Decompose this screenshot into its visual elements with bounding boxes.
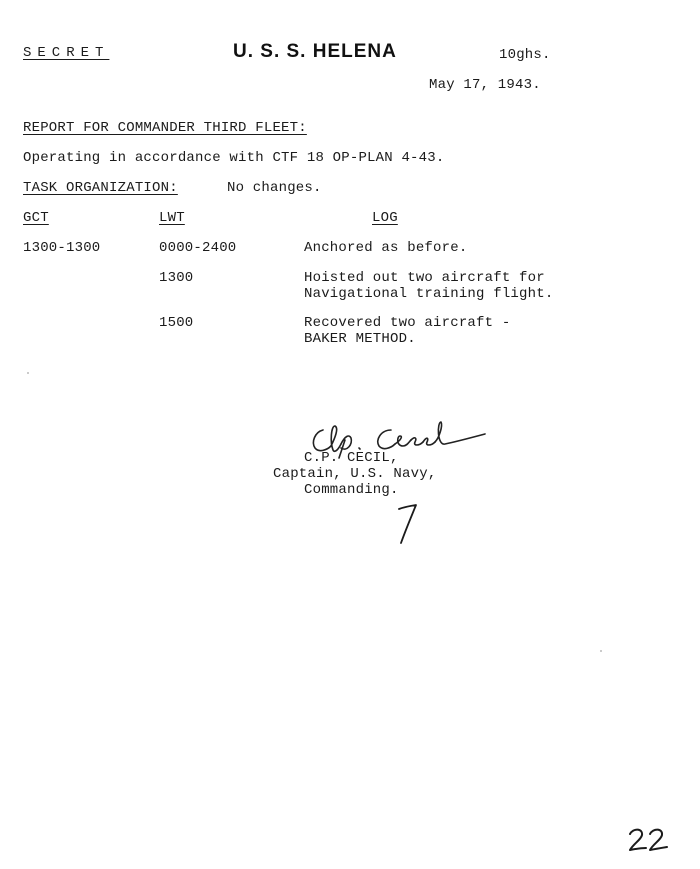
log-row-entry-continued: Navigational training flight. <box>304 286 554 302</box>
page-number-handwritten <box>627 826 673 854</box>
log-row-entry: Anchored as before. <box>304 240 468 256</box>
signatory-rank: Captain, U.S. Navy, <box>273 466 437 482</box>
signatory-name: C.P. CECIL, <box>304 450 399 466</box>
scan-speck <box>600 650 602 652</box>
column-header-gct: GCT <box>23 210 49 226</box>
log-row-entry: Hoisted out two aircraft for <box>304 270 545 286</box>
log-row-lwt: 1500 <box>159 315 194 331</box>
column-header-log: LOG <box>372 210 398 226</box>
time-zone: 10ghs. <box>499 47 551 63</box>
report-date: May 17, 1943. <box>429 77 541 93</box>
log-row-lwt: 1300 <box>159 270 194 286</box>
log-row-gct: 1300-1300 <box>23 240 101 256</box>
log-row-lwt: 0000-2400 <box>159 240 237 256</box>
report-title: REPORT FOR COMMANDER THIRD FLEET: <box>23 120 307 136</box>
operating-line: Operating in accordance with CTF 18 OP-PLAN 4-43. <box>23 150 445 166</box>
log-row-entry: Recovered two aircraft - <box>304 315 511 331</box>
ship-name: U. S. S. HELENA <box>233 41 397 62</box>
classification-label: SECRET <box>23 45 110 61</box>
scan-speck <box>27 372 29 374</box>
handwritten-mark <box>396 503 420 545</box>
task-organization-label: TASK ORGANIZATION: <box>23 180 178 196</box>
task-organization-value: No changes. <box>227 180 322 196</box>
log-row-entry-continued: BAKER METHOD. <box>304 331 416 347</box>
column-header-lwt: LWT <box>159 210 185 226</box>
signatory-role: Commanding. <box>304 482 399 498</box>
